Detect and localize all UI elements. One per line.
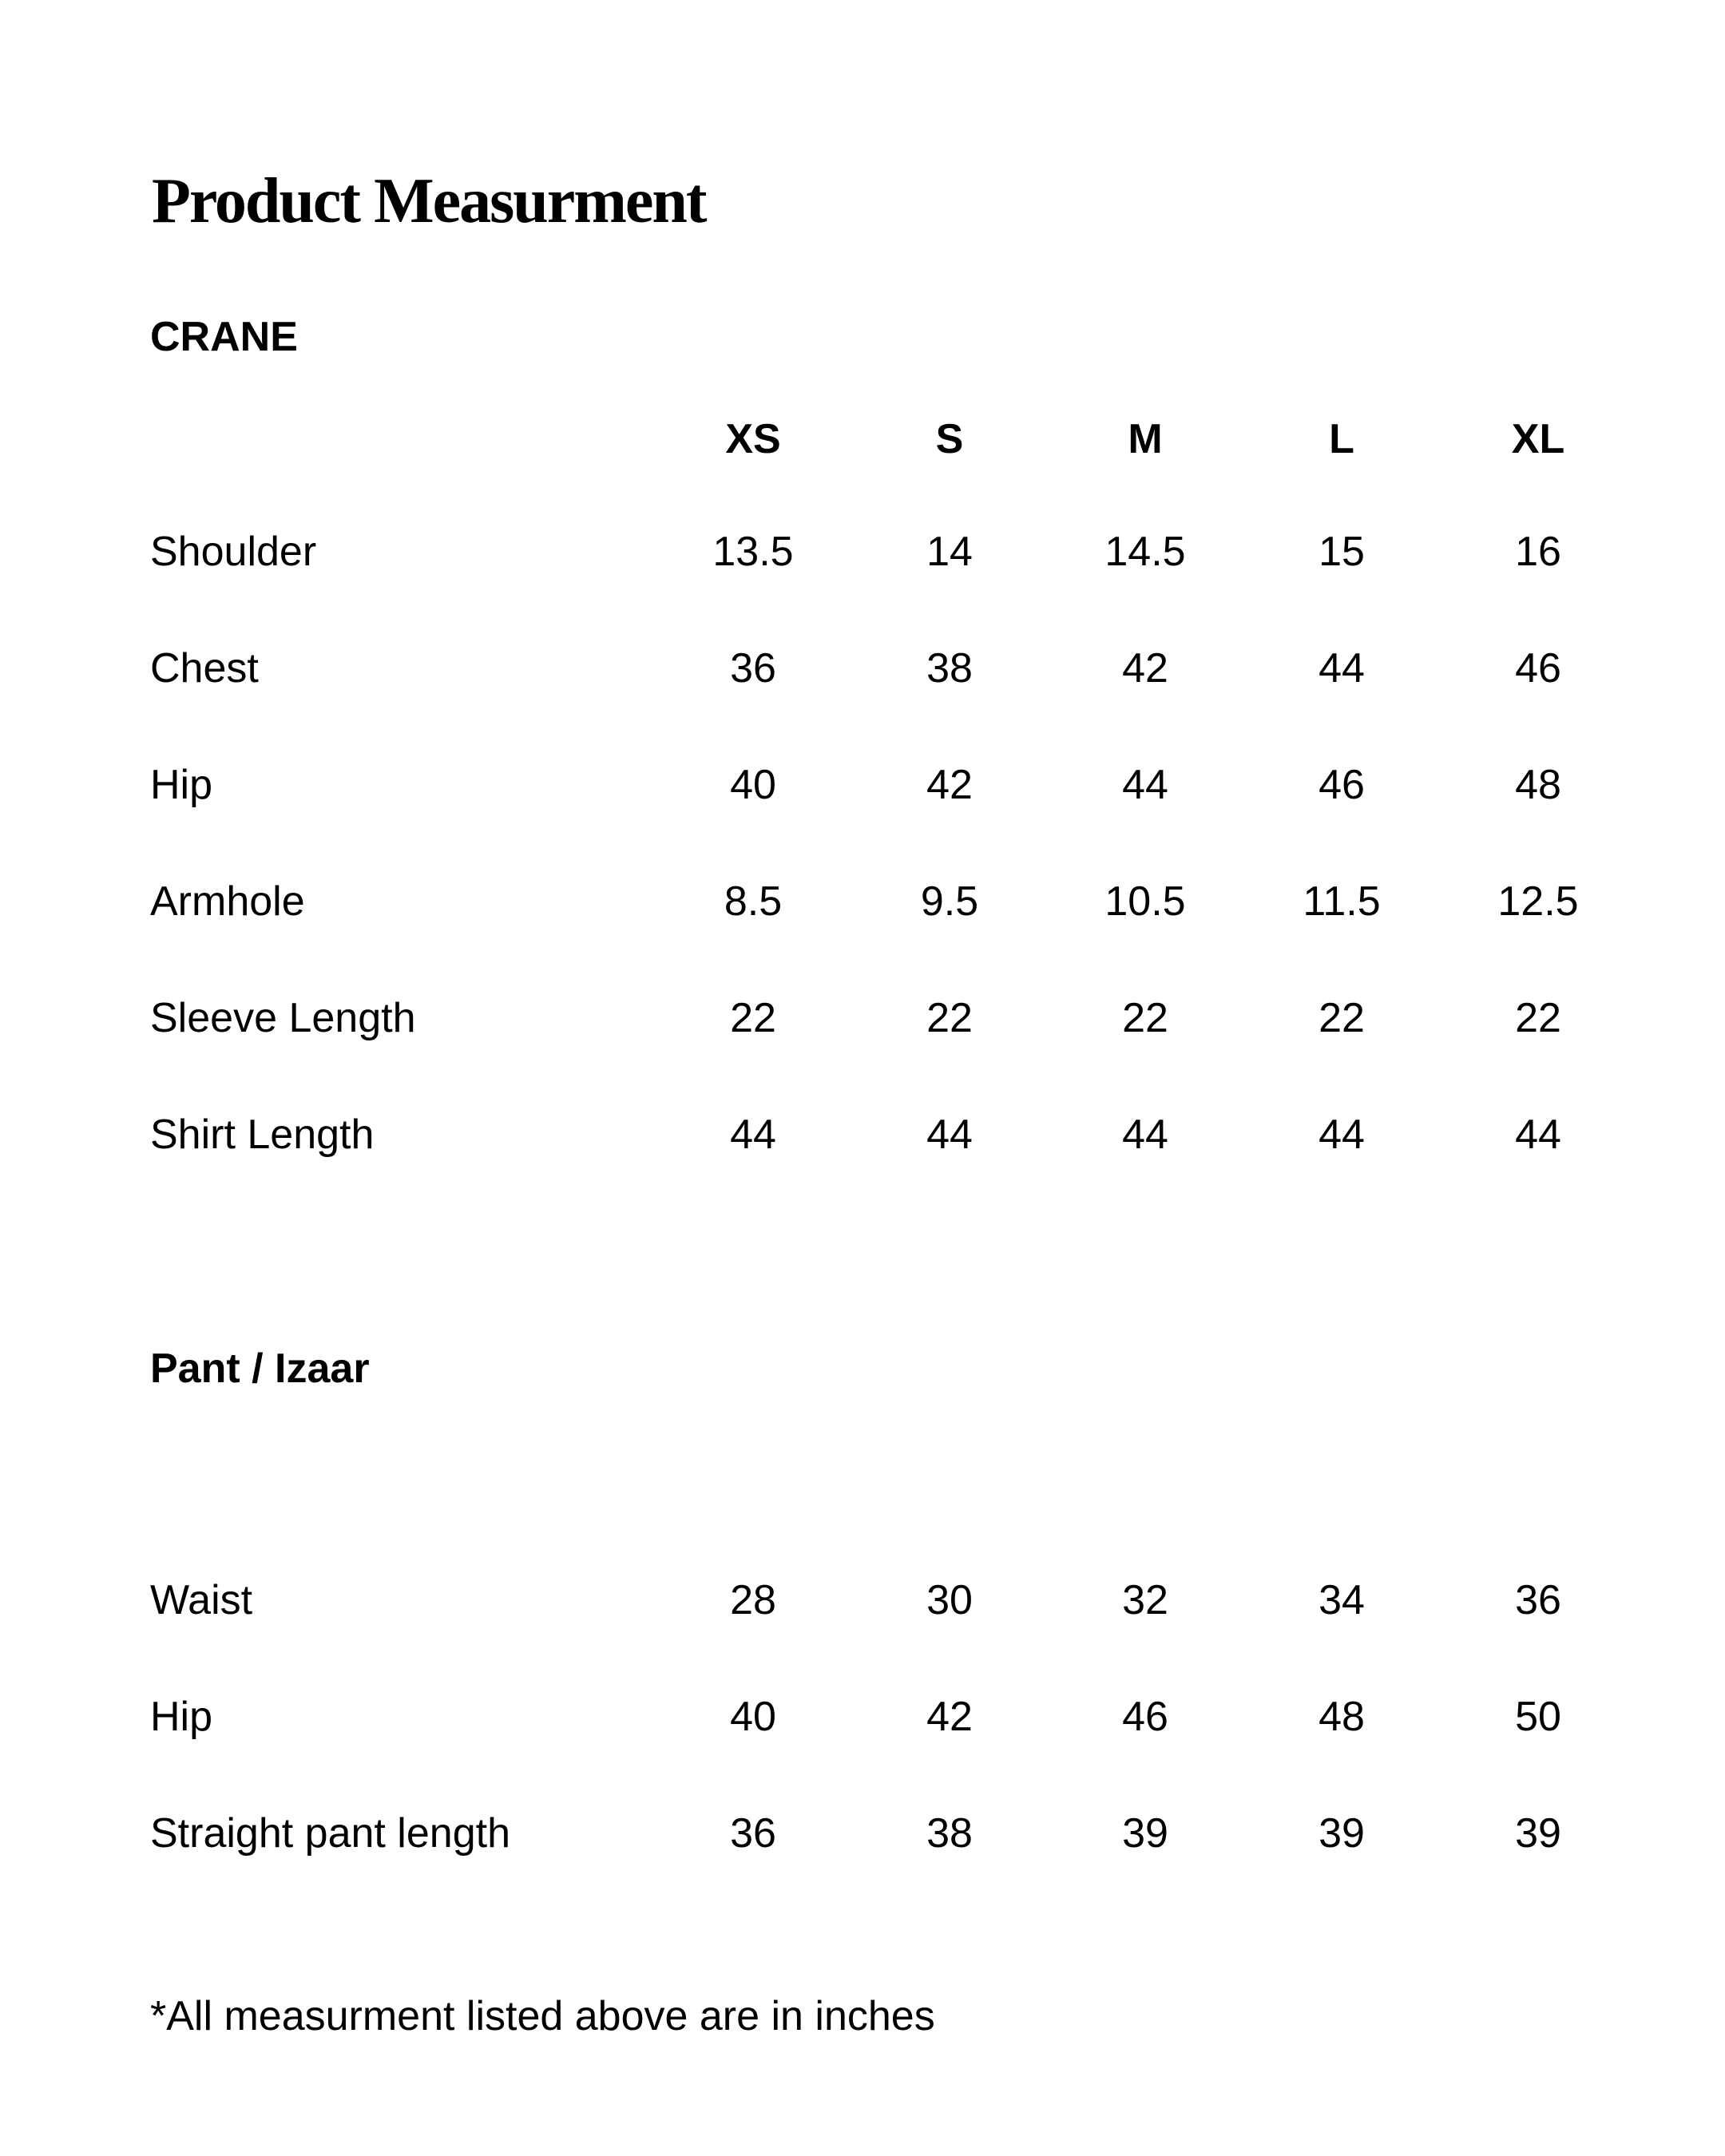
value-s: 44 [926,1112,973,1158]
measurement-row-pant-hip [0,1689,1725,1745]
value-s: 38 [926,1810,973,1857]
value-xs: 36 [730,1810,776,1857]
value-l: 15 [1319,529,1365,575]
value-xl: 36 [1515,1577,1561,1623]
value-xl: 16 [1515,529,1561,575]
value-xl: 39 [1515,1810,1561,1857]
value-m: 42 [1122,645,1168,692]
value-m: 44 [1122,762,1168,808]
value-m: 46 [1122,1694,1168,1740]
value-xl: 12.5 [1497,878,1579,925]
value-l: 34 [1319,1577,1365,1623]
value-xs: 40 [730,1694,776,1740]
value-l: 11.5 [1303,878,1381,925]
page-title: Product Measurment [152,166,706,236]
value-m: 44 [1122,1112,1168,1158]
row-label: Armhole [150,878,305,925]
section-heading-crane: CRANE [150,314,298,360]
size-header-xl: XL [1511,416,1565,462]
measurement-row-armhole [0,874,1725,929]
value-xs: 13.5 [712,529,794,575]
row-label: Shirt Length [150,1112,375,1158]
size-header-xs: XS [725,416,781,462]
value-l: 46 [1319,762,1365,808]
value-m: 22 [1122,995,1168,1041]
value-m: 10.5 [1104,878,1186,925]
value-xl: 44 [1515,1112,1561,1158]
measurement-row-straight-pant-length [0,1805,1725,1861]
size-header-row [0,411,1725,467]
value-m: 39 [1122,1810,1168,1857]
value-l: 44 [1319,645,1365,692]
measurement-row-sleeve-length [0,990,1725,1046]
measurement-row-waist [0,1572,1725,1628]
value-s: 9.5 [920,878,979,925]
value-s: 14 [926,529,973,575]
measurement-row-shoulder [0,524,1725,580]
value-l: 22 [1319,995,1365,1041]
row-label: Sleeve Length [150,995,416,1041]
value-xs: 28 [730,1577,776,1623]
measurement-row-shirt-length [0,1107,1725,1163]
value-xl: 22 [1515,995,1561,1041]
value-s: 42 [926,762,973,808]
value-xs: 22 [730,995,776,1041]
value-xl: 46 [1515,645,1561,692]
value-l: 39 [1319,1810,1365,1857]
footnote: *All measurment listed above are in inches [150,1993,935,2039]
value-s: 38 [926,645,973,692]
value-xs: 44 [730,1112,776,1158]
value-xl: 50 [1515,1694,1561,1740]
row-label: Shoulder [150,529,317,575]
value-s: 42 [926,1694,973,1740]
value-m: 14.5 [1104,529,1186,575]
size-header-m: M [1128,416,1163,462]
row-label: Hip [150,762,213,808]
measurement-row-chest [0,640,1725,696]
value-xs: 36 [730,645,776,692]
value-s: 30 [926,1577,973,1623]
row-label: Straight pant length [150,1810,510,1857]
measurement-row-hip [0,757,1725,813]
value-xs: 8.5 [724,878,783,925]
size-header-s: S [935,416,964,462]
row-label: Chest [150,645,259,692]
value-l: 44 [1319,1112,1365,1158]
value-l: 48 [1319,1694,1365,1740]
value-xs: 40 [730,762,776,808]
size-header-l: L [1329,416,1354,462]
value-m: 32 [1122,1577,1168,1623]
row-label: Hip [150,1694,213,1740]
value-s: 22 [926,995,973,1041]
section-heading-pant: Pant / Izaar [150,1346,370,1392]
value-xl: 48 [1515,762,1561,808]
row-label: Waist [150,1577,253,1623]
